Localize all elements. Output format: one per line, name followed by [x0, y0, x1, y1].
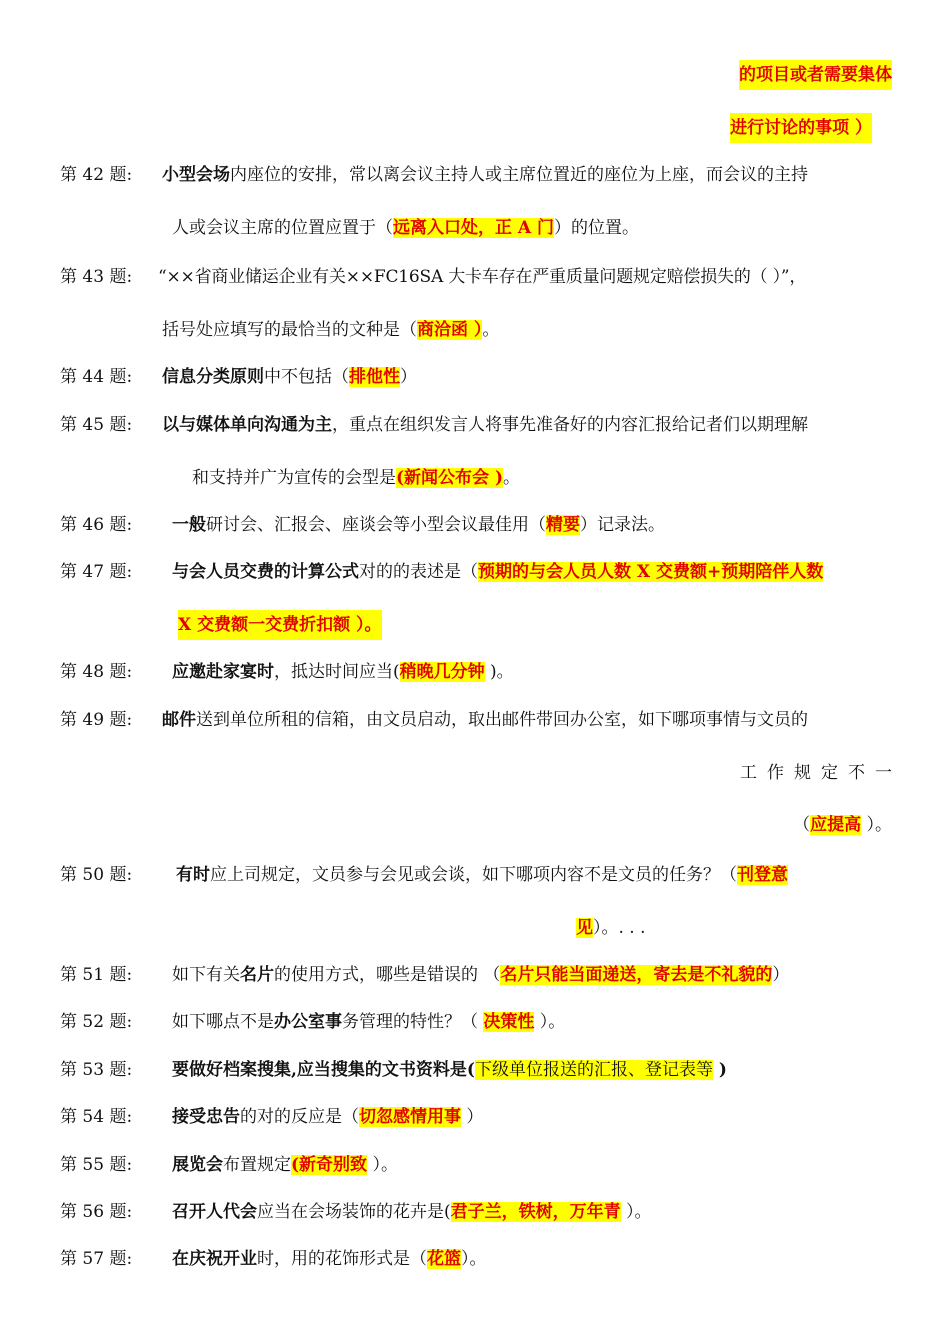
- question-52: [0, 1007, 950, 1037]
- text-segment: ）。: [461, 1249, 487, 1269]
- question-text: “××省商业储运企业有关××FC16SA 大卡车存在严重质量问题规定赔偿损失的（ ）”，: [158, 267, 807, 287]
- answer-highlight: 下级单位报送的汇报、登记表等: [474, 1060, 713, 1080]
- keyword: 在庆祝开业: [172, 1249, 257, 1269]
- question-text: [576, 913, 646, 943]
- answer-highlight: 进行讨论的事项 ）: [730, 113, 872, 143]
- answer-highlight: 花篮: [427, 1249, 461, 1269]
- answer-highlight: 精要: [546, 515, 580, 535]
- text-segment: ）。: [620, 1202, 652, 1222]
- keyword: 与会人员交费的计算公式: [172, 562, 359, 582]
- keyword: 有时: [176, 865, 210, 885]
- question-47-cont: [0, 610, 950, 640]
- answer-highlight: 见: [576, 918, 593, 938]
- question-45: [0, 410, 950, 440]
- answer-highlight: 切忽感情用事: [359, 1107, 461, 1127]
- question-text: [172, 1150, 398, 1180]
- question-text: [172, 1055, 727, 1085]
- keyword: 一般: [172, 515, 206, 535]
- keyword: 信息分类原则: [162, 367, 264, 387]
- answer-highlight: (新奇别致: [291, 1155, 368, 1175]
- question-number: 第 42 题:: [60, 165, 133, 185]
- question-text: [162, 705, 808, 735]
- keyword: 以与媒体单向沟通为主: [162, 415, 332, 435]
- answer-highlight: 排他性: [349, 367, 400, 387]
- text-segment: 和支持并广为宣传的会型是: [192, 468, 396, 488]
- keyword: 小型会场: [162, 165, 230, 185]
- text-segment: 如下有关: [172, 965, 240, 985]
- question-text: [172, 960, 789, 990]
- question-text: [192, 463, 520, 493]
- keyword: 名片: [240, 965, 274, 985]
- question-42-cont: [0, 213, 950, 243]
- text-segment: 中不包括（: [264, 367, 349, 387]
- text-segment: 研讨会、汇报会、座谈会等小型会议最佳用（: [206, 515, 546, 535]
- question-51: [0, 960, 950, 990]
- question-number: 第 46 题:: [60, 515, 133, 535]
- question-text: [172, 1102, 483, 1132]
- answer-highlight: 稍晚几分钟: [399, 662, 485, 682]
- question-number: 第 54 题:: [60, 1107, 133, 1127]
- question-number: 第 52 题:: [60, 1012, 133, 1032]
- answer-highlight: 商洽函 ）: [417, 320, 483, 340]
- text-segment: 内座位的安排，常以离会议主持人或主席位置近的座位为上座，而会议的主持: [230, 165, 808, 185]
- keyword: 展览会: [172, 1155, 223, 1175]
- answer-highlight: 名片只能当面递送，寄去是不礼貌的: [500, 965, 773, 985]
- answer-highlight: 的项目或者需要集体: [739, 60, 892, 90]
- text-segment: （: [793, 815, 811, 835]
- keyword: 召开人代会: [172, 1202, 257, 1222]
- question-57: [0, 1244, 950, 1274]
- text-segment: ，抵达时间应当(: [274, 662, 400, 682]
- question-text: [162, 315, 499, 345]
- question-number: 第 43 题:: [60, 267, 133, 287]
- question-number: 第 56 题:: [60, 1202, 133, 1222]
- text-segment: 应上司规定，文员参与会见或会谈，如下哪项内容不是文员的任务？（: [210, 865, 737, 885]
- question-46: [0, 510, 950, 540]
- question-number: 第 57 题:: [60, 1249, 133, 1269]
- text-segment: 对的的表述是（: [359, 562, 478, 582]
- text-segment: ）: [400, 367, 417, 387]
- question-number: 第 48 题:: [60, 662, 133, 682]
- question-text: [793, 810, 892, 840]
- question-48: [0, 657, 950, 687]
- text-segment: )。: [484, 662, 514, 682]
- question-49-answer: [0, 810, 950, 840]
- question-text: [162, 362, 417, 392]
- question-number: 第 44 题:: [60, 367, 133, 387]
- question-number: 第 51 题:: [60, 965, 133, 985]
- keyword: 邮件: [162, 710, 196, 730]
- question-49: [0, 705, 950, 735]
- question-number: 第 50 题:: [60, 865, 133, 885]
- text-segment: 。: [482, 320, 500, 340]
- question-text: [172, 510, 665, 540]
- text-segment: ）: [461, 1107, 484, 1127]
- text-segment: 如下哪点不是: [172, 1012, 274, 1032]
- question-text: [172, 1007, 565, 1037]
- question-53: [0, 1055, 950, 1085]
- question-text: [172, 1197, 652, 1227]
- answer-highlight: (新闻公布会 ): [396, 468, 504, 488]
- question-42: [0, 160, 950, 190]
- answer-highlight: 远离入口处，正 A 门: [393, 218, 555, 238]
- answer-highlight: 决策性: [483, 1012, 535, 1032]
- text-segment: 括号处应填写的最恰当的文种是（: [162, 320, 417, 340]
- text-segment: 送到单位所租的信箱，由文员启动，取出邮件带回办公室，如下哪项事情与文员的: [196, 710, 808, 730]
- answer-highlight: X 交费额一交费折扣额 ）。: [178, 610, 382, 640]
- question-text: [162, 160, 808, 190]
- text-segment: 布置规定: [223, 1155, 291, 1175]
- text-segment: 的对的反应是（: [240, 1107, 359, 1127]
- answer-highlight: 应提高: [810, 815, 862, 835]
- question-text: [172, 213, 639, 243]
- answer-highlight: 君子兰，铁树，万年青: [450, 1202, 621, 1222]
- keyword: 应邀赴家宴时: [172, 662, 274, 682]
- question-text: [172, 557, 823, 587]
- question-55: [0, 1150, 950, 1180]
- question-text: [172, 1244, 487, 1274]
- continuation-line-2: [0, 113, 950, 143]
- question-text: 工作规定不一: [740, 763, 902, 783]
- question-47: [0, 557, 950, 587]
- answer-highlight: 预期的与会人员人数 X 交费额+预期陪伴人数: [478, 562, 824, 582]
- text-segment: 务管理的特性？（: [342, 1012, 484, 1032]
- question-number: 第 55 题:: [60, 1155, 133, 1175]
- question-number: 第 49 题:: [60, 710, 133, 730]
- text-segment: ）记录法。: [580, 515, 665, 535]
- question-44: [0, 362, 950, 392]
- question-54: [0, 1102, 950, 1132]
- text-segment: 人或会议主席的位置应置于（: [172, 218, 393, 238]
- text-segment: 的使用方式，哪些是错误的 （: [274, 965, 501, 985]
- keyword: 办公室事: [274, 1012, 342, 1032]
- text-segment: 。: [503, 468, 521, 488]
- continuation-line-1: [0, 60, 950, 90]
- text-segment: ，重点在组织发言人将事先准备好的内容汇报给记者们以期理解: [332, 415, 808, 435]
- question-45-cont: [0, 463, 950, 493]
- text-segment: 时，用的花饰形式是（: [257, 1249, 427, 1269]
- question-49-cont: [0, 758, 950, 788]
- question-50-cont: [0, 913, 950, 943]
- text-segment: ）: [772, 965, 790, 985]
- question-text: [176, 860, 788, 890]
- text-segment: ）。. . .: [593, 918, 646, 938]
- question-text: [162, 410, 808, 440]
- question-56: [0, 1197, 950, 1227]
- keyword: 接受忠告: [172, 1107, 240, 1127]
- text-segment: ）。: [534, 1012, 566, 1032]
- question-number: 第 45 题:: [60, 415, 133, 435]
- question-43: [0, 262, 950, 292]
- text-segment: ): [712, 1060, 727, 1080]
- text-segment: ）。: [367, 1155, 398, 1175]
- question-number: 第 53 题:: [60, 1060, 133, 1080]
- text-segment: ）。: [861, 815, 892, 835]
- answer-highlight: 刊登意: [737, 865, 788, 885]
- question-number: 第 47 题:: [60, 562, 133, 582]
- question-50: [0, 860, 950, 890]
- keyword: 要做好档案搜集,应当搜集的文书资料是(: [172, 1060, 475, 1080]
- text-segment: 应当在会场装饰的花卉是(: [257, 1202, 451, 1222]
- text-segment: ）的位置。: [554, 218, 640, 238]
- question-43-cont: [0, 315, 950, 345]
- question-text: [172, 657, 514, 687]
